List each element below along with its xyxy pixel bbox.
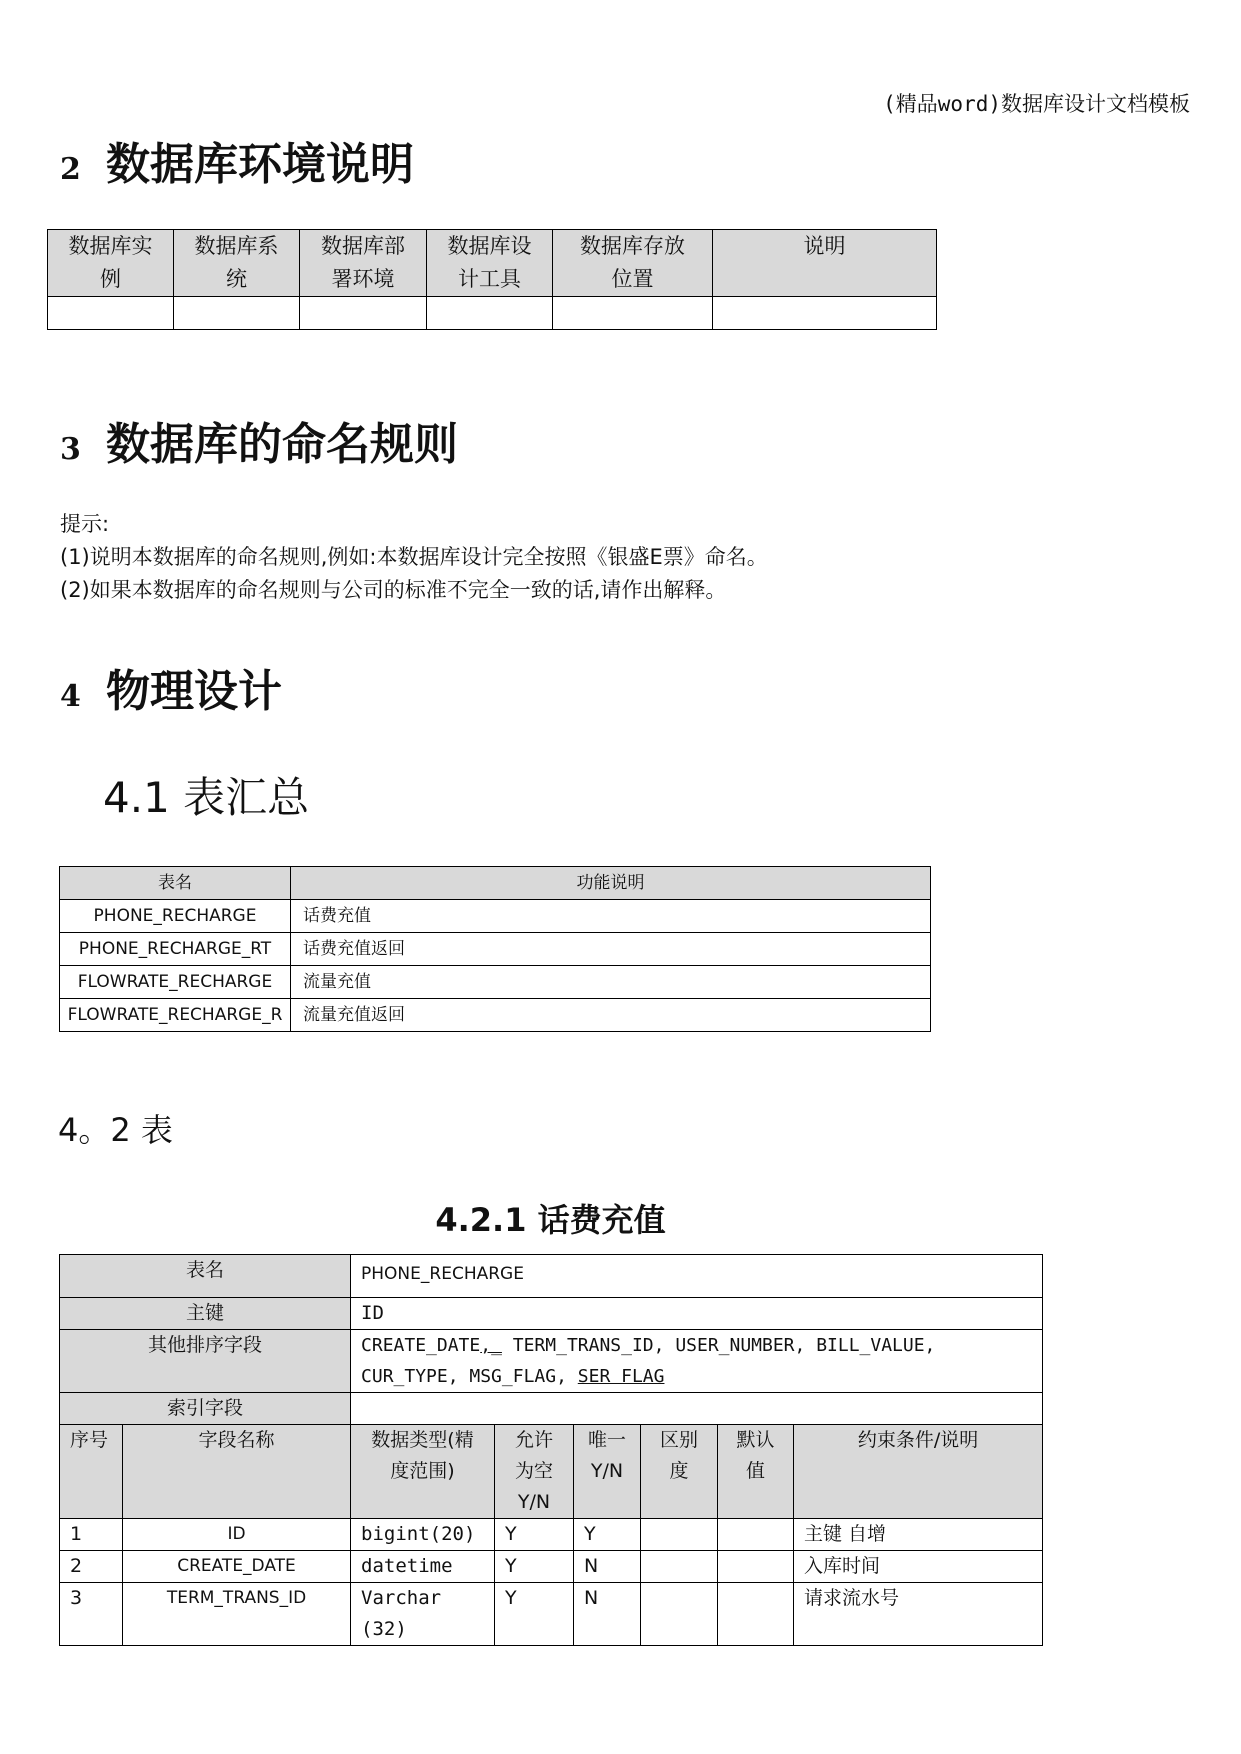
table-row: [60, 966, 931, 999]
detail-sort-label: 其他排序字段: [60, 1330, 351, 1393]
section-2-number: 2: [60, 152, 81, 187]
row-field: CREATE_DATE: [123, 1551, 351, 1583]
row-nullable: Y: [495, 1551, 574, 1583]
hint-line-1: (1)说明本数据库的命名规则,例如:本数据库设计完全按照《银盛E票》命名。: [60, 545, 768, 569]
table-row: [60, 1583, 1043, 1646]
section-3-number: 3: [60, 432, 81, 467]
env-cell: [553, 297, 713, 330]
detail-pk-row: [60, 1298, 1043, 1330]
env-header-location: 数据库存放 位置: [553, 230, 713, 297]
row-default: [718, 1551, 794, 1583]
row-nullable: Y: [495, 1583, 574, 1646]
detail-sort-row: [60, 1330, 1043, 1393]
summary-header-name: 表名: [60, 867, 291, 900]
env-cell: [427, 297, 553, 330]
table-row: [60, 999, 931, 1032]
section-4-title: 物理设计: [106, 666, 282, 717]
section-4-number: 4: [60, 679, 81, 714]
col-header-unique: 唯一 Y/N: [574, 1425, 641, 1519]
row-distinct: [641, 1583, 718, 1646]
col-header-nullable: 允许 为空 Y/N: [495, 1425, 574, 1519]
summary-table-desc: 流量充值返回: [291, 999, 931, 1032]
naming-hint: [60, 508, 768, 607]
summary-table-name: FLOWRATE_RECHARGE_R: [60, 999, 291, 1032]
row-type: datetime: [351, 1551, 495, 1583]
detail-tablename-label: 表名: [60, 1255, 351, 1298]
page-header-note: (精品word)数据库设计文档模板: [883, 92, 1190, 116]
hint-label: 提示:: [60, 512, 110, 536]
detail-index-label: 索引字段: [60, 1393, 351, 1425]
row-desc: 主键 自增: [794, 1519, 1043, 1551]
col-header-seq: 序号: [60, 1425, 123, 1519]
env-cell: [174, 297, 300, 330]
row-desc: 请求流水号: [794, 1583, 1043, 1646]
env-cell: [48, 297, 174, 330]
detail-tablename-row: [60, 1255, 1043, 1298]
env-header-instance: 数据库实 例: [48, 230, 174, 297]
subsection-4-2-title: 4。2 表: [58, 1111, 173, 1149]
col-header-default: 默认 值: [718, 1425, 794, 1519]
row-seq: 2: [60, 1551, 123, 1583]
env-empty-row: [48, 297, 937, 330]
detail-column-header-row: [60, 1425, 1043, 1519]
section-3-title: 数据库的命名规则: [106, 419, 458, 470]
table-phone-recharge: [59, 1254, 1043, 1646]
table-row: [60, 1551, 1043, 1583]
summary-table-desc: 流量充值: [291, 966, 931, 999]
row-field: ID: [123, 1519, 351, 1551]
env-header-tool: 数据库设 计工具: [427, 230, 553, 297]
subsection-4-1-title: 4.1 表汇总: [103, 773, 310, 822]
env-cell: [713, 297, 937, 330]
section-2-heading: [60, 128, 414, 192]
table-summary: [59, 866, 931, 1032]
hint-line-2: (2)如果本数据库的命名规则与公司的标准不完全一致的话,请作出解释。: [60, 578, 727, 602]
row-seq: 1: [60, 1519, 123, 1551]
row-distinct: [641, 1551, 718, 1583]
env-header-desc: 说明: [713, 230, 937, 297]
summary-header-row: [60, 867, 931, 900]
summary-table-desc: 话费充值: [291, 900, 931, 933]
section-2-title: 数据库环境说明: [106, 139, 414, 190]
row-type: Varchar (32): [351, 1583, 495, 1646]
subsection-4-2-1-title: 4.2.1 话费充值: [435, 1201, 666, 1239]
summary-table-name: PHONE_RECHARGE_RT: [60, 933, 291, 966]
section-4-heading: [60, 655, 282, 719]
row-seq: 3: [60, 1583, 123, 1646]
col-header-type: 数据类型(精 度范围): [351, 1425, 495, 1519]
summary-table-desc: 话费充值返回: [291, 933, 931, 966]
detail-pk-label: 主键: [60, 1298, 351, 1330]
row-desc: 入库时间: [794, 1551, 1043, 1583]
summary-table-name: FLOWRATE_RECHARGE: [60, 966, 291, 999]
env-header-deploy: 数据库部 署环境: [300, 230, 427, 297]
row-default: [718, 1583, 794, 1646]
detail-tablename-value: PHONE_RECHARGE: [351, 1255, 1043, 1298]
row-unique: N: [574, 1583, 641, 1646]
row-field: TERM_TRANS_ID: [123, 1583, 351, 1646]
col-header-desc: 约束条件/说明: [794, 1425, 1043, 1519]
detail-index-value: [351, 1393, 1043, 1425]
row-type: bigint(20): [351, 1519, 495, 1551]
col-header-distinct: 区别 度: [641, 1425, 718, 1519]
summary-header-desc: 功能说明: [291, 867, 931, 900]
env-cell: [300, 297, 427, 330]
env-header-system: 数据库系 统: [174, 230, 300, 297]
summary-table-name: PHONE_RECHARGE: [60, 900, 291, 933]
table-row: [60, 1519, 1043, 1551]
detail-index-row: [60, 1393, 1043, 1425]
col-header-field: 字段名称: [123, 1425, 351, 1519]
section-3-heading: [60, 408, 458, 472]
table-row: [60, 933, 931, 966]
row-unique: N: [574, 1551, 641, 1583]
row-nullable: Y: [495, 1519, 574, 1551]
table-row: [60, 900, 931, 933]
row-distinct: [641, 1519, 718, 1551]
row-unique: Y: [574, 1519, 641, 1551]
db-environment-table: [47, 229, 937, 330]
row-default: [718, 1519, 794, 1551]
detail-sort-value: CREATE_DATE,_ TERM_TRANS_ID, USER_NUMBER, BILL_VALUE, CUR_TYPE, MSG_FLAG, SER FLAG: [351, 1330, 1043, 1393]
env-header-row: [48, 230, 937, 297]
detail-pk-value: ID: [351, 1298, 1043, 1330]
